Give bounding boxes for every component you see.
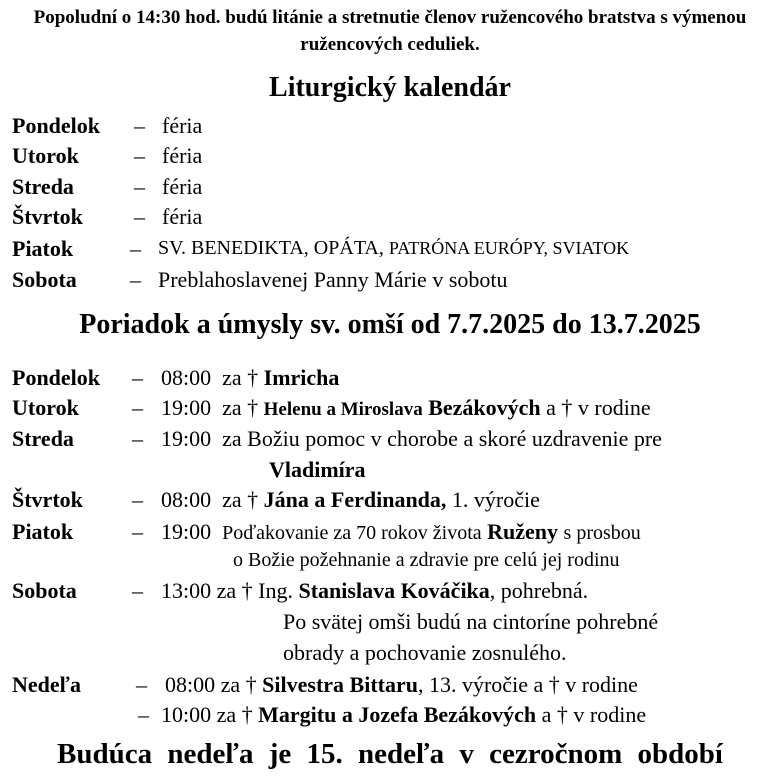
mass-dash: – [132, 365, 143, 390]
mass-entry [161, 362, 339, 393]
mass-intention-suffix: , 13. výročie a † v rodine [417, 672, 638, 697]
mass-intention-prefix: Poďakovanie za 70 rokov života [222, 522, 482, 544]
calendar-dash: – [134, 204, 145, 229]
mass-intention-name: Ruženy [487, 519, 559, 544]
mass-intention-suffix: s prosbou [563, 522, 641, 544]
mass-intention-name: Margitu a Jozefa Bezákových [258, 702, 537, 727]
mass-time: 19:00 [161, 395, 212, 420]
liturgical-calendar-title: Liturgický kalendár [269, 72, 511, 103]
mass-entry [161, 423, 662, 454]
mass-dash: – [132, 487, 143, 512]
calendar-entry: féria [162, 113, 203, 138]
mass-intention-name: Helenu a Miroslava [263, 399, 423, 420]
mass-time: 13:00 [161, 578, 212, 603]
mass-entry [161, 392, 651, 425]
calendar-entry-part: SV. BENEDIKTA, OPÁTA, [158, 237, 384, 259]
mass-intention-continuation: o Božie požehnanie a zdravie pre celú jej rodinu [233, 549, 620, 571]
mass-intention-name: Silvestra Bittaru [262, 672, 418, 697]
mass-time: 19:00 [161, 519, 212, 544]
calendar-day: Piatok [12, 236, 74, 261]
mass-intention-suffix: 1. výročie [451, 487, 540, 512]
calendar-entry: féria [162, 174, 203, 199]
mass-day: Piatok [12, 519, 74, 544]
mass-intention-prefix: za † Ing. [216, 578, 293, 603]
mass-intention-suffix: a † v rodine [541, 702, 647, 727]
mass-dash: – [136, 672, 147, 697]
rosary-notice: Popoludní o 14:30 hod. budú litánie a stretnutie členov ružencového bratstva s výmenou ružencových ceduliek. [33, 7, 747, 55]
mass-intention-suffix: , pohrebná. [489, 578, 589, 603]
mass-time: 08:00 [161, 365, 212, 390]
calendar-entry: féria [162, 143, 203, 168]
mass-day: Streda [12, 426, 74, 451]
mass-intention-prefix: za Božiu pomoc v chorobe a skoré uzdravenie pre [222, 426, 662, 451]
mass-dash: – [132, 426, 143, 451]
mass-dash: – [132, 519, 143, 544]
mass-day: Utorok [12, 395, 79, 420]
calendar-entry: féria [162, 204, 203, 229]
mass-intention-continuation: obrady a pochovanie zosnulého. [283, 640, 567, 665]
mass-intention-name: Vladimíra [269, 457, 366, 482]
mass-entry [161, 484, 540, 515]
mass-day: Sobota [12, 578, 77, 603]
calendar-day: Streda [12, 174, 74, 199]
mass-day: Pondelok [12, 365, 101, 390]
mass-entry [165, 669, 638, 700]
next-sunday-note: Budúca nedeľa je 15. nedeľa v cezročnom období [57, 738, 723, 770]
mass-entry [161, 699, 646, 730]
mass-intention-prefix: za † [222, 487, 259, 512]
mass-dash: – [138, 702, 149, 727]
mass-schedule-title: Poriadok a úmysly sv. omší od 7.7.2025 do 13.7.2025 [79, 309, 701, 340]
calendar-dash: – [134, 174, 145, 199]
mass-intention-name: Imricha [263, 365, 340, 390]
mass-intention-name: Stanislava Kováčika [298, 578, 490, 603]
mass-time: 08:00 [165, 672, 216, 697]
mass-entry [161, 575, 588, 606]
mass-day: Štvrtok [12, 487, 83, 512]
calendar-entry: Preblahoslavenej Panny Márie v sobotu [158, 267, 508, 292]
mass-time: 10:00 [161, 702, 212, 727]
mass-intention-prefix: za † [222, 365, 259, 390]
mass-intention-name: Bezákových [428, 395, 541, 420]
mass-day: Nedeľa [12, 672, 81, 697]
calendar-dash: – [134, 113, 145, 138]
mass-time: 19:00 [161, 426, 212, 451]
mass-dash: – [132, 395, 143, 420]
calendar-dash: – [130, 236, 141, 261]
mass-intention-prefix: za † [220, 672, 257, 697]
calendar-day: Utorok [12, 143, 79, 168]
mass-intention-prefix: za † [222, 395, 259, 420]
mass-dash: – [132, 578, 143, 603]
calendar-entry [158, 233, 629, 264]
mass-intention-continuation: Po svätej omši budú na cintoríne pohrebné [283, 609, 659, 634]
calendar-dash: – [130, 267, 141, 292]
mass-intention-name: Jána a Ferdinanda, [263, 487, 447, 512]
calendar-entry-part: PATRÓNA EURÓPY, SVIATOK [388, 238, 630, 258]
calendar-dash: – [134, 143, 145, 168]
calendar-day: Štvrtok [12, 204, 83, 229]
mass-time: 08:00 [161, 487, 212, 512]
calendar-day: Sobota [12, 267, 77, 292]
mass-intention-prefix: za † [216, 702, 253, 727]
calendar-day: Pondelok [12, 113, 101, 138]
mass-intention-suffix: a † v rodine [546, 395, 651, 420]
